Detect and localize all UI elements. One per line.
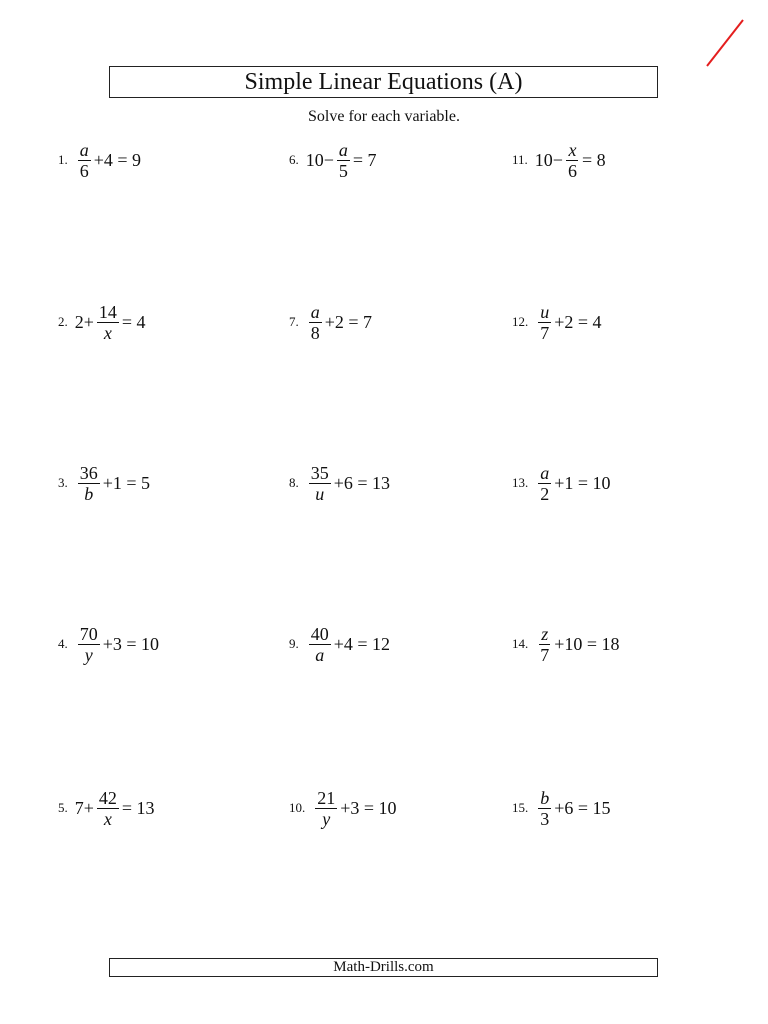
problem-15 [512, 784, 612, 832]
denominator: 6 [567, 160, 577, 181]
fraction [566, 140, 579, 181]
equation-suffix: +1 = 10 [554, 472, 611, 493]
fraction [315, 788, 337, 829]
equation-suffix: = 13 [121, 797, 155, 818]
problem-number: 6. [289, 152, 299, 167]
fraction [78, 624, 100, 665]
equation-suffix: +4 = 12 [333, 633, 391, 654]
fraction [538, 302, 551, 343]
equation-suffix: +3 = 10 [102, 633, 160, 654]
problem-7 [289, 298, 373, 346]
fraction [538, 788, 551, 829]
problem-number: 15. [512, 800, 529, 815]
denominator: 2 [540, 483, 550, 504]
equation-prefix: 7+ [74, 797, 94, 818]
problem-1 [58, 136, 142, 184]
worksheet-title [109, 66, 658, 98]
problem-number: 12. [512, 314, 529, 329]
numerator: 70 [79, 623, 98, 644]
numerator: a [540, 462, 550, 483]
problem-number: 4. [58, 636, 68, 651]
numerator: 35 [310, 462, 329, 483]
problem-6 [289, 136, 378, 184]
denominator: 3 [540, 808, 550, 829]
equation-suffix: +2 = 4 [554, 311, 602, 332]
equation-suffix: +10 = 18 [554, 633, 620, 654]
red-slash-mark [700, 16, 750, 70]
problem-13 [512, 459, 612, 507]
equation-suffix: = 8 [581, 149, 606, 170]
numerator: z [541, 623, 549, 644]
problem-14 [512, 620, 621, 668]
denominator: x [103, 322, 112, 343]
footer-site: Math-Drills.com [333, 959, 434, 975]
denominator: 7 [540, 322, 550, 343]
problem-number: 7. [289, 314, 299, 329]
problem-3 [58, 459, 151, 507]
denominator: b [84, 483, 94, 504]
equation-suffix: +6 = 15 [554, 797, 611, 818]
problem-4 [58, 620, 160, 668]
fraction [78, 463, 100, 504]
fraction [337, 140, 350, 181]
problem-number: 1. [58, 152, 68, 167]
problem-2 [58, 298, 147, 346]
equation-suffix: = 4 [121, 311, 146, 332]
numerator: a [310, 301, 320, 322]
problem-number: 8. [289, 475, 299, 490]
problem-8 [289, 459, 391, 507]
problem-12 [512, 298, 603, 346]
problem-number: 13. [512, 475, 529, 490]
fraction [538, 463, 551, 504]
problem-5 [58, 784, 156, 832]
numerator: 42 [98, 787, 117, 808]
equation-suffix: = 7 [352, 149, 377, 170]
denominator: 6 [79, 160, 89, 181]
numerator: 36 [79, 462, 98, 483]
numerator: a [338, 139, 348, 160]
fraction [538, 624, 551, 665]
fraction [309, 463, 331, 504]
numerator: u [540, 301, 550, 322]
fraction [309, 302, 322, 343]
problem-9 [289, 620, 391, 668]
instructions: Solve for each variable. [308, 108, 460, 125]
denominator: y [84, 644, 93, 665]
fraction [309, 624, 331, 665]
equation-suffix: +1 = 5 [102, 472, 151, 493]
problem-number: 5. [58, 800, 68, 815]
equation-suffix: +6 = 13 [333, 472, 391, 493]
equation-suffix: +2 = 7 [324, 311, 373, 332]
numerator: 21 [317, 787, 336, 808]
problem-10 [289, 784, 398, 832]
problem-number: 2. [58, 314, 68, 329]
numerator: 40 [310, 623, 329, 644]
numerator: a [79, 139, 89, 160]
footer [109, 958, 658, 977]
denominator: u [315, 483, 325, 504]
equation-prefix: 10− [534, 149, 563, 170]
denominator: y [322, 808, 331, 829]
problem-number: 9. [289, 636, 299, 651]
denominator: 8 [310, 322, 320, 343]
numerator: 14 [98, 301, 117, 322]
equation-suffix: +4 = 9 [93, 149, 142, 170]
problem-number: 10. [289, 800, 306, 815]
denominator: a [315, 644, 325, 665]
denominator: 5 [338, 160, 348, 181]
problem-number: 3. [58, 475, 68, 490]
equation-suffix: +3 = 10 [340, 797, 397, 818]
problem-11 [512, 136, 607, 184]
title-text: Simple Linear Equations (A) [244, 68, 523, 95]
fraction [97, 788, 119, 829]
numerator: x [568, 139, 577, 160]
denominator: 7 [540, 644, 550, 665]
problem-number: 14. [512, 636, 529, 651]
problem-number: 11. [512, 152, 528, 167]
equation-prefix: 10− [305, 149, 334, 170]
fraction [97, 302, 119, 343]
denominator: x [103, 808, 112, 829]
equation-prefix: 2+ [74, 311, 94, 332]
fraction [78, 140, 91, 181]
numerator: b [540, 787, 550, 808]
